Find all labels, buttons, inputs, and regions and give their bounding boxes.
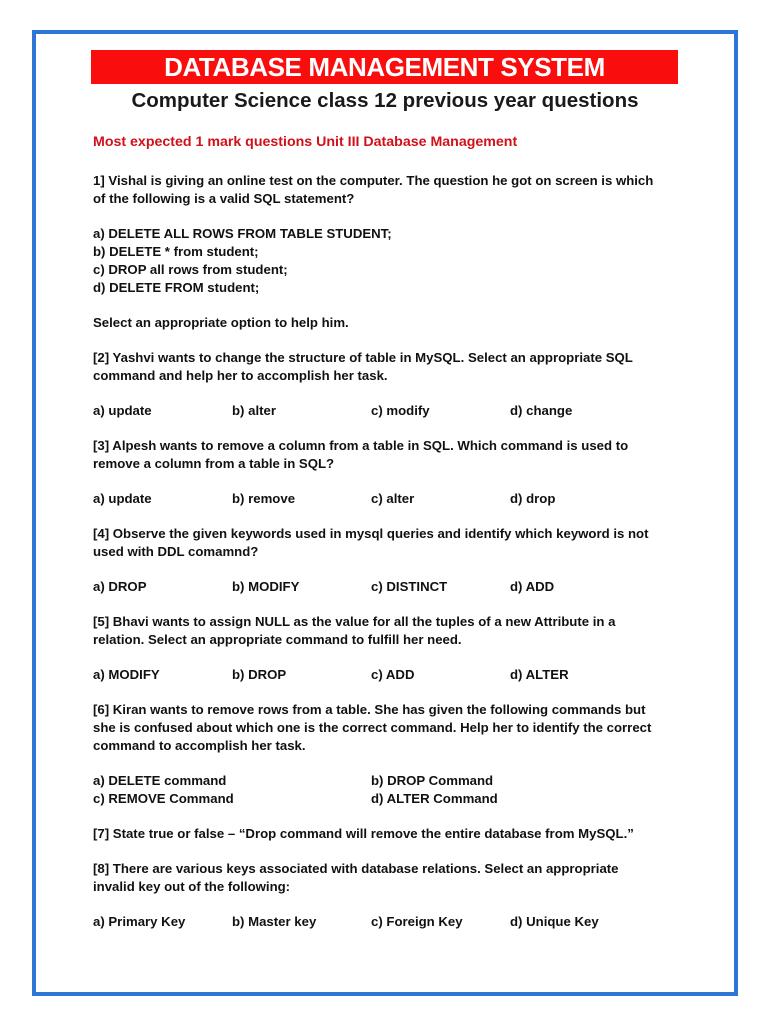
- question-5-options: [93, 666, 673, 684]
- option: d) ADD: [510, 579, 555, 594]
- question-5-line: relation. Select an appropriate command to fulfill her need.: [93, 632, 462, 647]
- question-8-options: [93, 913, 673, 931]
- section-heading: Most expected 1 mark questions Unit III Database Management: [93, 134, 518, 150]
- option: b) DELETE * from student;: [93, 244, 259, 259]
- option: a) update: [93, 491, 152, 506]
- question-3-line: [3] Alpesh wants to remove a column from a table in SQL. Which command is used to: [93, 438, 629, 453]
- question-6-options: [93, 772, 673, 808]
- option: c) Foreign Key: [371, 914, 463, 929]
- option: d) drop: [510, 491, 556, 506]
- option: a) DELETE ALL ROWS FROM TABLE STUDENT;: [93, 226, 392, 241]
- option: c) ADD: [371, 667, 415, 682]
- option: b) remove: [232, 491, 296, 506]
- question-8: [93, 860, 673, 896]
- option: b) DROP: [232, 667, 287, 682]
- question-4-line: [4] Observe the given keywords used in mysql queries and identify which keyword is not: [93, 526, 649, 541]
- question-5: [93, 613, 673, 649]
- question-4-line: used with DDL comamnd?: [93, 544, 259, 559]
- option: b) Master key: [232, 914, 317, 929]
- question-4-options: [93, 578, 673, 596]
- question-4: [93, 525, 673, 561]
- question-2-options: [93, 402, 673, 420]
- question-2: [93, 349, 673, 385]
- question-1-instruction: Select an appropriate option to help him.: [93, 315, 349, 330]
- question-2-line: command and help her to accomplish her task.: [93, 368, 388, 383]
- option: c) alter: [371, 491, 415, 506]
- option: c) DISTINCT: [371, 579, 448, 594]
- question-7: [7] State true or false – “Drop command will remove the entire database from MySQL.”: [93, 826, 634, 841]
- option: d) Unique Key: [510, 914, 599, 929]
- question-8-line: invalid key out of the following:: [93, 879, 291, 894]
- option: a) Primary Key: [93, 914, 186, 929]
- option: a) update: [93, 403, 152, 418]
- option: d) change: [510, 403, 573, 418]
- option: d) ALTER Command: [371, 791, 498, 806]
- option: c) modify: [371, 403, 430, 418]
- question-2-line: [2] Yashvi wants to change the structure of table in MySQL. Select an appropriate SQL: [93, 350, 633, 365]
- question-5-line: [5] Bhavi wants to assign NULL as the value for all the tuples of a new Attribute in a: [93, 614, 616, 629]
- option: d) ALTER: [510, 667, 569, 682]
- option: c) REMOVE Command: [93, 791, 234, 806]
- option: a) MODIFY: [93, 667, 160, 682]
- document-subtitle: Computer Science class 12 previous year questions: [131, 89, 639, 112]
- question-3-line: remove a column from a table in SQL?: [93, 456, 335, 471]
- question-1-line: 1] Vishal is giving an online test on the computer. The question he got on screen is which: [93, 173, 654, 188]
- option: d) DELETE FROM student;: [93, 280, 260, 295]
- option: b) alter: [232, 403, 276, 418]
- question-6-line: command to accomplish her task.: [93, 738, 306, 753]
- question-sheet: [93, 132, 673, 948]
- question-6: [93, 701, 673, 755]
- question-6-line: she is confused about which one is the correct command. Help her to identify the correct: [93, 720, 652, 735]
- question-6-line: [6] Kiran wants to remove rows from a table. She has given the following commands but: [93, 702, 646, 717]
- option: b) DROP Command: [371, 773, 494, 788]
- question-3-options: [93, 490, 673, 508]
- document-title-banner: DATABASE MANAGEMENT SYSTEM: [91, 50, 678, 84]
- question-8-line: [8] There are various keys associated with database relations. Select an appropriate: [93, 861, 619, 876]
- question-3: [93, 437, 673, 473]
- question-1-line: of the following is a valid SQL statement?: [93, 191, 355, 206]
- option: a) DROP: [93, 579, 147, 594]
- question-1: [93, 172, 673, 208]
- option: c) DROP all rows from student;: [93, 262, 288, 277]
- question-1-options: [93, 225, 673, 297]
- option: b) MODIFY: [232, 579, 300, 594]
- option: a) DELETE command: [93, 773, 227, 788]
